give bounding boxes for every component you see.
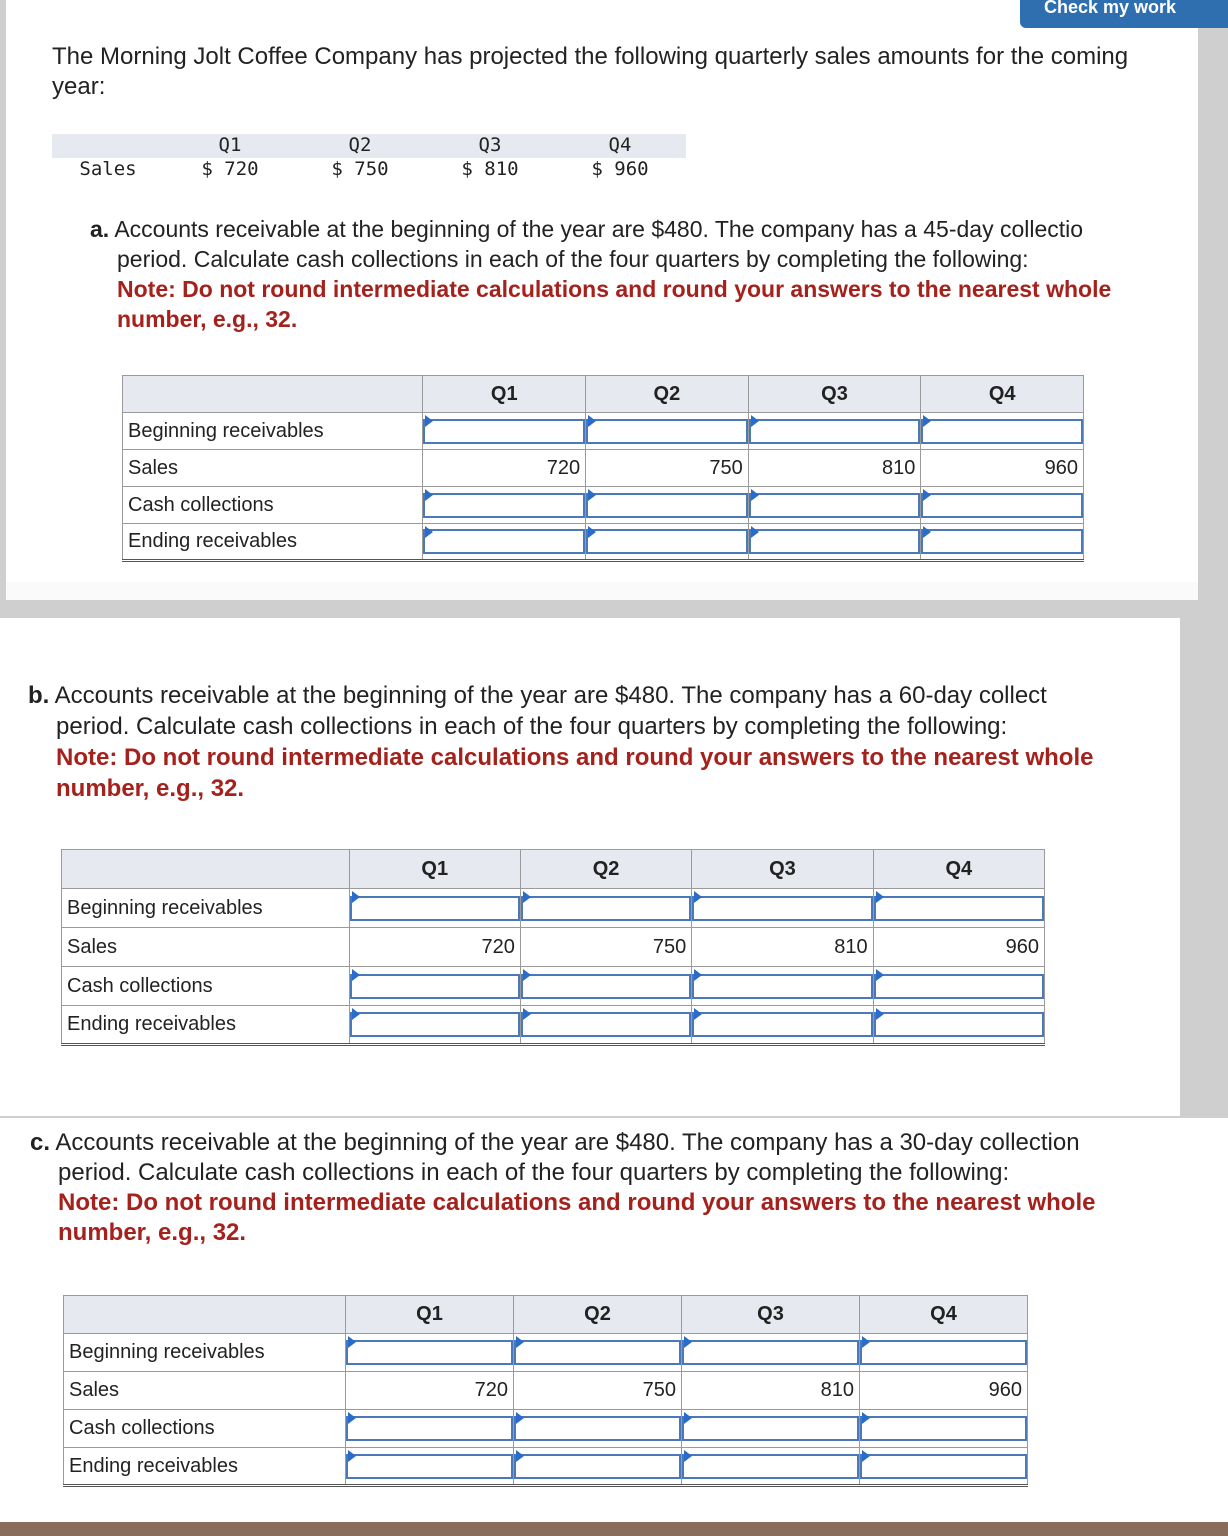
input-marker-icon — [876, 1008, 884, 1020]
input-marker-icon — [684, 1450, 692, 1462]
table-b-header-q3: Q3 — [692, 850, 873, 889]
c-ending-q4-input[interactable] — [860, 1454, 1027, 1479]
table-b-sales-q4: 960 — [873, 928, 1044, 967]
input-marker-icon — [588, 415, 596, 427]
sales-value-q3: $ 810 — [461, 158, 519, 180]
table-c-cell — [346, 1448, 514, 1486]
intro-line-1: The Morning Jolt Coffee Company has projected the following quarterly sales amounts for the coming — [52, 43, 1129, 70]
table-c-header-q4: Q4 — [860, 1296, 1028, 1334]
c-ending-q1-input[interactable] — [346, 1454, 513, 1479]
table-c-header-q3: Q3 — [682, 1296, 860, 1334]
table-b-cell — [692, 967, 873, 1006]
table-c-label-collections: Cash collections — [64, 1410, 346, 1448]
input-marker-icon — [348, 1450, 356, 1462]
c-collections-q3-input[interactable] — [682, 1416, 859, 1441]
table-b-cell — [520, 967, 691, 1006]
sales-header-q1: Q1 — [218, 134, 242, 156]
table-a-sales-q4: 960 — [921, 450, 1084, 487]
sales-value-q2: $ 750 — [331, 158, 389, 180]
part-a-line-2: period. Calculate cash collections in each of the four quarters by completing the following: — [117, 246, 1029, 272]
table-b-header-q2: Q2 — [520, 850, 691, 889]
input-marker-icon — [523, 1008, 531, 1020]
input-marker-icon — [751, 526, 759, 538]
part-c-line-1: Accounts receivable at the beginning of the year are $480. The company has a 30-day collection — [55, 1129, 1080, 1156]
check-my-work-button[interactable]: Check my work — [1020, 0, 1228, 28]
table-b-row-beginning — [62, 889, 1045, 928]
input-marker-icon — [588, 526, 596, 538]
collections-table-b — [61, 849, 1045, 1046]
part-a-line-1: Accounts receivable at the beginning of the year are $480. The company has a 45-day collectio — [114, 216, 1084, 242]
b-collections-q1-input[interactable] — [350, 974, 520, 999]
input-marker-icon — [516, 1336, 524, 1348]
table-b-row-collections — [62, 967, 1045, 1006]
sales-header-q4: Q4 — [608, 134, 632, 156]
a-ending-q1-input[interactable] — [423, 529, 585, 554]
input-marker-icon — [923, 526, 931, 538]
sales-value-q1: $ 720 — [201, 158, 259, 180]
table-b-corner — [62, 850, 350, 889]
table-b-label-beginning: Beginning receivables — [62, 889, 350, 928]
table-c-cell — [860, 1410, 1028, 1448]
table-b-label-ending: Ending receivables — [62, 1006, 350, 1045]
input-marker-icon — [751, 489, 759, 501]
table-b-label-collections: Cash collections — [62, 967, 350, 1006]
part-c-question — [30, 1128, 1220, 1248]
table-a-label-beginning: Beginning receivables — [123, 413, 423, 450]
c-collections-q1-input[interactable] — [346, 1416, 513, 1441]
table-a-label-sales: Sales — [123, 450, 423, 487]
part-b-question — [28, 680, 1180, 804]
part-a-note-1: Note: Do not round intermediate calculations and round your answers to the nearest whole — [117, 276, 1112, 302]
table-b-cell — [349, 967, 520, 1006]
table-a-label-collections: Cash collections — [123, 487, 423, 524]
b-ending-q4-input[interactable] — [874, 1012, 1044, 1037]
c-beginning-q1-input[interactable] — [346, 1340, 513, 1365]
table-b-cell — [520, 1006, 691, 1045]
input-marker-icon — [425, 489, 433, 501]
table-a-row-ending — [123, 524, 1084, 561]
input-marker-icon — [694, 891, 702, 903]
table-a-header-q4: Q4 — [921, 376, 1084, 413]
input-marker-icon — [694, 1008, 702, 1020]
a-collections-q3-input[interactable] — [749, 493, 921, 518]
a-beginning-q1-input[interactable] — [423, 419, 585, 444]
table-a-corner — [123, 376, 423, 413]
c-beginning-q4-input[interactable] — [860, 1340, 1027, 1365]
table-b-header-q1: Q1 — [349, 850, 520, 889]
part-c-letter: c. — [30, 1129, 51, 1156]
sales-header-q3: Q3 — [478, 134, 502, 156]
b-ending-q2-input[interactable] — [521, 1012, 691, 1037]
table-a-cell — [586, 524, 749, 561]
table-b-row-sales — [62, 928, 1045, 967]
input-marker-icon — [694, 969, 702, 981]
part-c-line-2: period. Calculate cash collections in each of the four quarters by completing the following: — [58, 1159, 1010, 1186]
input-marker-icon — [862, 1336, 870, 1348]
input-marker-icon — [684, 1336, 692, 1348]
table-a-cell — [748, 413, 921, 450]
part-b-note-2: number, e.g., 32. — [56, 775, 245, 802]
table-a-header-q1: Q1 — [423, 376, 586, 413]
table-c-corner — [64, 1296, 346, 1334]
part-a-letter: a. — [90, 216, 110, 242]
table-c-sales-q1: 720 — [346, 1372, 514, 1410]
table-c-row-collections — [64, 1410, 1028, 1448]
table-c-row-sales — [64, 1372, 1028, 1410]
table-c-cell — [682, 1410, 860, 1448]
table-a-cell — [423, 487, 586, 524]
table-b-row-ending — [62, 1006, 1045, 1045]
table-b-cell — [873, 889, 1044, 928]
table-a-sales-q2: 750 — [586, 450, 749, 487]
table-a-cell — [921, 524, 1084, 561]
table-a-row-beginning — [123, 413, 1084, 450]
table-c-cell — [514, 1334, 682, 1372]
table-c-label-ending: Ending receivables — [64, 1448, 346, 1486]
c-beginning-q3-input[interactable] — [682, 1340, 859, 1365]
b-collections-q2-input[interactable] — [521, 974, 691, 999]
table-c-cell — [346, 1334, 514, 1372]
a-collections-q4-input[interactable] — [921, 493, 1083, 518]
c-ending-q2-input[interactable] — [514, 1454, 681, 1479]
input-marker-icon — [923, 415, 931, 427]
table-c-sales-q3: 810 — [682, 1372, 860, 1410]
part-b-letter: b. — [28, 682, 50, 709]
table-a-cell — [423, 413, 586, 450]
table-a-header-q2: Q2 — [586, 376, 749, 413]
a-beginning-q4-input[interactable] — [921, 419, 1083, 444]
input-marker-icon — [876, 969, 884, 981]
table-c-sales-q4: 960 — [860, 1372, 1028, 1410]
input-marker-icon — [684, 1412, 692, 1424]
table-c-cell — [682, 1334, 860, 1372]
collections-table-c — [63, 1295, 1028, 1487]
table-c-cell — [860, 1334, 1028, 1372]
table-b-cell — [349, 889, 520, 928]
intro-text — [52, 42, 1202, 102]
part-c-note-1: Note: Do not round intermediate calculations and round your answers to the nearest whole — [58, 1189, 1096, 1216]
table-b-sales-q2: 750 — [520, 928, 691, 967]
table-a-label-ending: Ending receivables — [123, 524, 423, 561]
b-beginning-q4-input[interactable] — [874, 896, 1044, 921]
b-beginning-q2-input[interactable] — [521, 896, 691, 921]
table-c-row-ending — [64, 1448, 1028, 1486]
table-c-cell — [682, 1448, 860, 1486]
table-b-cell — [692, 889, 873, 928]
b-ending-q1-input[interactable] — [350, 1012, 520, 1037]
a-ending-q4-input[interactable] — [921, 529, 1083, 554]
input-marker-icon — [751, 415, 759, 427]
table-b-header-q4: Q4 — [873, 850, 1044, 889]
b-collections-q3-input[interactable] — [692, 974, 872, 999]
table-c-sales-q2: 750 — [514, 1372, 682, 1410]
table-b-cell — [873, 1006, 1044, 1045]
input-marker-icon — [348, 1412, 356, 1424]
table-a-cell — [748, 524, 921, 561]
table-a-row-collections — [123, 487, 1084, 524]
input-marker-icon — [862, 1412, 870, 1424]
part-c-note-2: number, e.g., 32. — [58, 1219, 247, 1246]
input-marker-icon — [588, 489, 596, 501]
table-c-cell — [514, 1410, 682, 1448]
input-marker-icon — [862, 1450, 870, 1462]
a-collections-q2-input[interactable] — [586, 493, 748, 518]
part-b-line-2: period. Calculate cash collections in each of the four quarters by completing the following: — [56, 713, 1008, 740]
table-c-header-q1: Q1 — [346, 1296, 514, 1334]
table-a-cell — [748, 487, 921, 524]
intro-line-2: year: — [52, 73, 106, 100]
table-b-cell — [692, 1006, 873, 1045]
table-a-sales-q3: 810 — [748, 450, 921, 487]
a-beginning-q2-input[interactable] — [586, 419, 748, 444]
input-marker-icon — [352, 891, 360, 903]
sales-row-label: Sales — [79, 158, 137, 180]
part-a-question — [90, 214, 1198, 334]
table-a-cell — [586, 487, 749, 524]
part-a-note-2: number, e.g., 32. — [117, 306, 298, 332]
table-c-header-q2: Q2 — [514, 1296, 682, 1334]
b-beginning-q1-input[interactable] — [350, 896, 520, 921]
part-b-line-1: Accounts receivable at the beginning of the year are $480. The company has a 60-day collect — [54, 682, 1047, 709]
table-c-row-beginning — [64, 1334, 1028, 1372]
table-c-cell — [514, 1448, 682, 1486]
sales-value-q4: $ 960 — [591, 158, 649, 180]
table-a-sales-q1: 720 — [423, 450, 586, 487]
table-c-cell — [346, 1410, 514, 1448]
table-b-sales-q3: 810 — [692, 928, 873, 967]
bottom-strip — [0, 1522, 1228, 1536]
a-collections-q1-input[interactable] — [423, 493, 585, 518]
a-beginning-q3-input[interactable] — [749, 419, 921, 444]
input-marker-icon — [523, 969, 531, 981]
table-b-cell — [349, 1006, 520, 1045]
input-marker-icon — [516, 1412, 524, 1424]
panel-top-lower — [6, 582, 1198, 600]
c-collections-q4-input[interactable] — [860, 1416, 1027, 1441]
a-ending-q3-input[interactable] — [749, 529, 921, 554]
input-marker-icon — [523, 891, 531, 903]
c-ending-q3-input[interactable] — [682, 1454, 859, 1479]
input-marker-icon — [425, 526, 433, 538]
b-collections-q4-input[interactable] — [874, 974, 1044, 999]
input-marker-icon — [516, 1450, 524, 1462]
input-marker-icon — [352, 969, 360, 981]
b-beginning-q3-input[interactable] — [692, 896, 872, 921]
input-marker-icon — [348, 1336, 356, 1348]
table-b-sales-q1: 720 — [349, 928, 520, 967]
table-a-cell — [921, 413, 1084, 450]
c-collections-q2-input[interactable] — [514, 1416, 681, 1441]
input-marker-icon — [352, 1008, 360, 1020]
table-c-label-sales: Sales — [64, 1372, 346, 1410]
sales-table — [52, 134, 686, 186]
input-marker-icon — [425, 415, 433, 427]
part-b-note-1: Note: Do not round intermediate calculations and round your answers to the nearest whole — [56, 744, 1094, 771]
table-a-row-sales — [123, 450, 1084, 487]
table-a-cell — [921, 487, 1084, 524]
table-c-cell — [860, 1448, 1028, 1486]
input-marker-icon — [876, 891, 884, 903]
table-b-label-sales: Sales — [62, 928, 350, 967]
table-a-cell — [586, 413, 749, 450]
table-b-cell — [873, 967, 1044, 1006]
input-marker-icon — [923, 489, 931, 501]
c-beginning-q2-input[interactable] — [514, 1340, 681, 1365]
b-ending-q3-input[interactable] — [692, 1012, 872, 1037]
table-a-cell — [423, 524, 586, 561]
sales-header-q2: Q2 — [348, 134, 372, 156]
table-c-label-beginning: Beginning receivables — [64, 1334, 346, 1372]
table-b-cell — [520, 889, 691, 928]
collections-table-a — [122, 375, 1084, 562]
a-ending-q2-input[interactable] — [586, 529, 748, 554]
table-a-header-q3: Q3 — [748, 376, 921, 413]
